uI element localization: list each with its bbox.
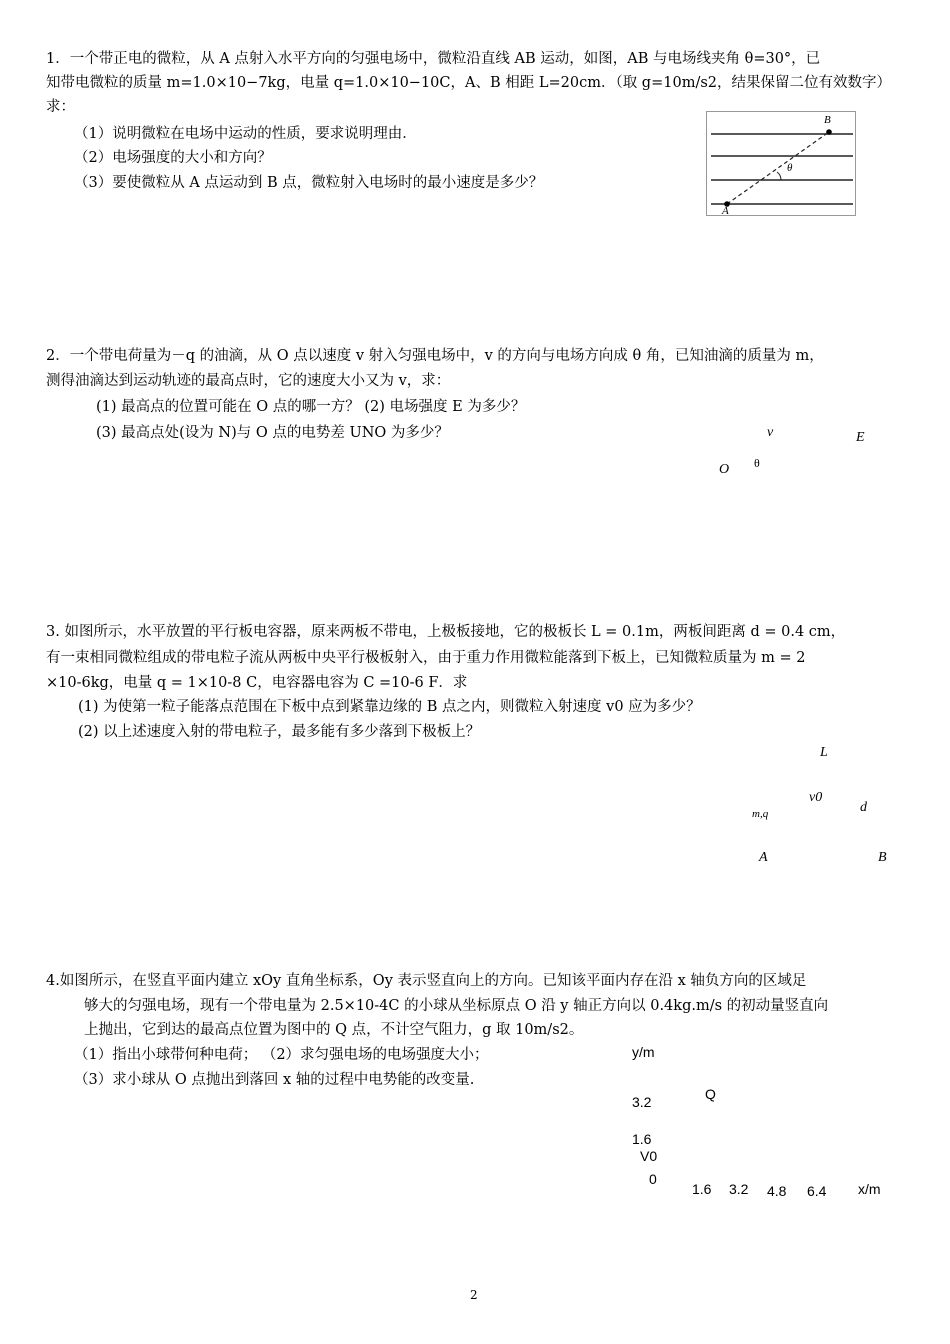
q3-line-2: 有一束相同微粒组成的带电粒子流从两板中央平行极板射入，由于重力作用微粒能落到下板上，已知微粒质量为 m = 2: [46, 650, 806, 666]
page-number: 2: [470, 1288, 478, 1302]
origin-label: 0: [649, 1171, 657, 1187]
x-tick-4-8: 4.8: [767, 1183, 787, 1199]
q2-label-o: O: [719, 462, 730, 477]
q3-label-a: A: [759, 850, 768, 865]
q2-line-4: (3) 最高点处(设为 N)与 O 点的电势差 UNO 为多少？: [96, 425, 449, 441]
y-axis-label: y/m: [632, 1044, 655, 1060]
q1-line-2: 知带电微粒的质量 m=1.0×10−7kg，电量 q=1.0×10−10C，A、B 相距 L=20cm．（取 g=10m/s2，结果保留二位有效数字）: [46, 75, 891, 91]
x-tick-1-6: 1.6: [692, 1181, 712, 1197]
y-tick-3-2: 3.2: [632, 1094, 652, 1110]
v0-label: V0: [640, 1148, 658, 1164]
q3-line-4: (1) 为使第一粒子能落点范围在下板中点到紧靠边缘的 B 点之内，则微粒入射速度 v0 应为多少？: [78, 699, 701, 715]
q1-line-3: 求：: [46, 99, 75, 115]
x-tick-6-4: 6.4: [807, 1183, 827, 1199]
q4-line-2: 够大的匀强电场，现有一个带电量为 2.5×10-4C 的小球从坐标原点 O 沿 y 轴正方向以 0.4kg.m/s 的初动量竖直向: [84, 998, 829, 1014]
q4-line-5: （3）求小球从 O 点抛出到落回 x 轴的过程中电势能的改变量.: [74, 1072, 475, 1088]
q4-line-4: （1）指出小球带何种电荷； （2）求匀强电场的电场强度大小；: [74, 1047, 489, 1063]
q2-label-v: v: [767, 425, 774, 440]
q4-line-3: 上抛出，它到达的最高点位置为图中的 Q 点，不计空气阻力，g 取 10m/s2。: [84, 1022, 584, 1038]
q3-line-3: ×10-6kg，电量 q = 1×10-8 C，电容器电容为 C =10-6 F．求: [46, 675, 468, 691]
q3-line-5: (2) 以上述速度入射的带电粒子，最多能有多少落到下极板上？: [78, 724, 481, 740]
q4-line-1: 4.如图所示，在竖直平面内建立 xOy 直角坐标系，Oy 表示竖直向上的方向。已知该平面内存在沿 x 轴负方向的区域足: [46, 973, 807, 989]
q2-line-2: 测得油滴达到运动轨迹的最高点时，它的速度大小又为 v，求：: [46, 373, 451, 389]
q3-label-mq: m,q: [752, 808, 769, 820]
q1-label-b: B: [824, 114, 831, 126]
q2-label-theta: θ: [754, 456, 760, 470]
q1-line-6: （3）要使微粒从 A 点运动到 B 点，微粒射入电场时的最小速度是多少？: [74, 175, 544, 191]
q3-label-l: L: [820, 745, 828, 760]
q1-label-a: A: [722, 205, 729, 217]
field-lines-diagram: [707, 112, 855, 215]
q2-line-3: (1) 最高点的位置可能在 O 点的哪一方？ (2) 电场强度 E 为多少？: [96, 399, 526, 415]
q3-line-1: 3. 如图所示，水平放置的平行板电容器，原来两板不带电，上极板接地，它的极板长 L = 0.1m，两板间距离 d = 0.4 cm，: [46, 624, 846, 640]
q2-line-1: 2．一个带电荷量为－q 的油滴，从 O 点以速度 v 射入匀强电场中，v 的方向与电场方向成 θ 角，已知油滴的质量为 m，: [46, 348, 824, 364]
q2-label-e: E: [856, 430, 865, 445]
q1-line-4: （1）说明微粒在电场中运动的性质，要求说明理由．: [74, 126, 417, 142]
x-axis-label: x/m: [858, 1181, 881, 1197]
x-tick-3-2: 3.2: [729, 1181, 749, 1197]
point-q-label: Q: [705, 1086, 716, 1102]
q3-label-d: d: [860, 800, 867, 815]
q1-line-1: 1．一个带正电的微粒，从 A 点射入水平方向的匀强电场中，微粒沿直线 AB 运动，如图，AB 与电场线夹角 θ=30°，已: [46, 51, 821, 67]
y-tick-1-6: 1.6: [632, 1131, 652, 1147]
q1-label-theta: θ: [787, 162, 793, 174]
q3-label-b: B: [878, 850, 887, 865]
q1-line-5: （2）电场强度的大小和方向？: [74, 150, 272, 166]
q3-label-v0: v0: [809, 790, 823, 805]
q1-figure: [706, 111, 856, 216]
